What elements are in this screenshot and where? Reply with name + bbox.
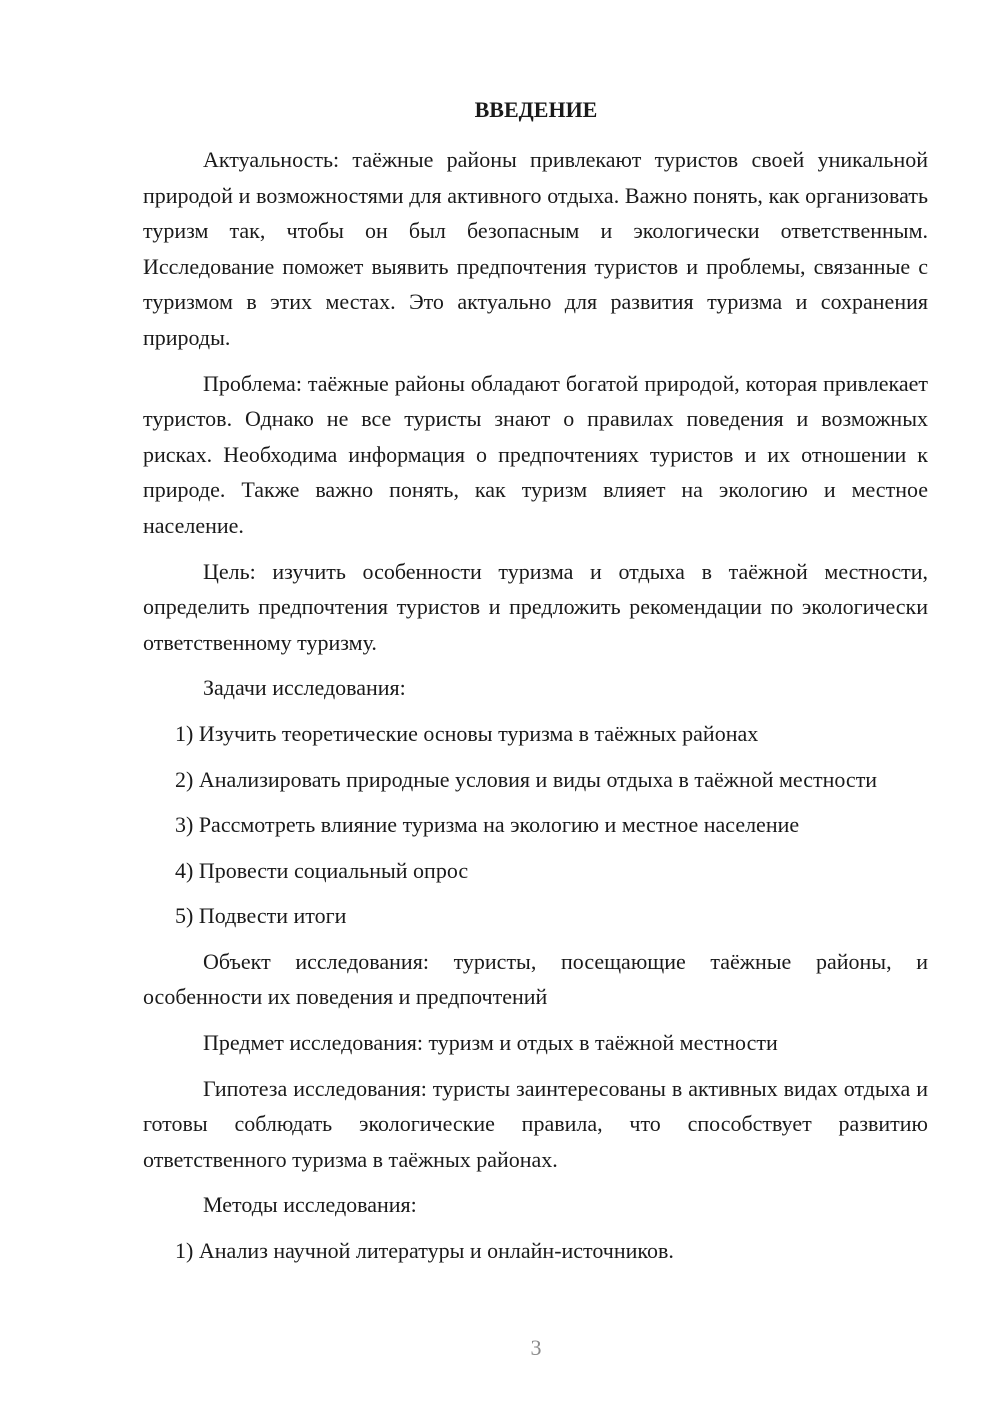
paragraph-hypothesis: Гипотеза исследования: туристы заинтересованы в активных видах отдыха и готовы соблюдать экологические правила, что способствует развитию ответственного туризма в таёжных районах. [143, 1075, 928, 1172]
document-body [143, 142, 928, 1279]
paragraph-problem: Проблема: таёжные районы обладают богатой природой, которая привлекает туристов. Однако не все туристы знают о правилах поведения и возможных рисках. Необходима информация о предпочтениях туристов и их отношении к природе. Также важно понять, как туризм влияет на экологию и местное население. [143, 370, 928, 538]
paragraph-goal: Цель: изучить особенности туризма и отдыха в таёжной местности, определить предпочтения туристов и предложить рекомендации по экологически ответственному туризму. [143, 558, 928, 655]
list-item-task-3: 3) Рассмотреть влияние туризма на экологию и местное население [175, 812, 800, 838]
list-item-task-4: 4) Провести социальный опрос [175, 857, 469, 883]
paragraph-methods-heading: Методы исследования: [203, 1192, 417, 1218]
list-item-method-1: 1) Анализ научной литературы и онлайн-источников. [175, 1238, 674, 1264]
paragraph-tasks-heading: Задачи исследования: [203, 675, 406, 701]
paragraph-object: Объект исследования: туристы, посещающие таёжные районы, и особенности их поведения и предпочтений [143, 948, 928, 1010]
list-item-task-2: 2) Анализировать природные условия и виды отдыха в таёжной местности [175, 766, 878, 792]
list-item-task-1: 1) Изучить теоретические основы туризма в таёжных районах [175, 720, 759, 746]
paragraph-subject: Предмет исследования: туризм и отдых в таёжной местности [203, 1030, 778, 1056]
page-number: 3 [530, 1335, 542, 1360]
list-item-task-5: 5) Подвести итоги [175, 903, 347, 929]
page-title: ВВЕДЕНИЕ [474, 97, 598, 122]
paragraph-relevance: Актуальность: таёжные районы привлекают туристов своей уникальной природой и возможностями для активного отдыха. Важно понять, как организовать туризм так, чтобы он был безопасным и экологически ответственным. Исследование поможет выявить предпочтения туристов и проблемы, связанные с туризмом в этих местах. Это актуально для развития туризма и сохранения природы. [143, 147, 928, 350]
